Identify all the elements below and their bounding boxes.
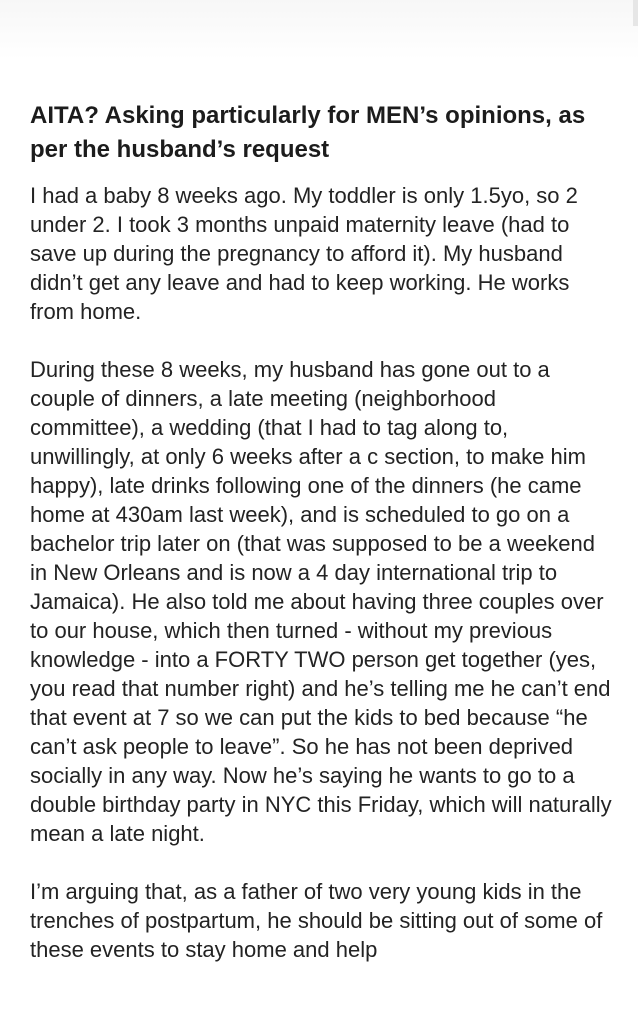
post-paragraph-1: I had a baby 8 weeks ago. My toddler is only 1.5yo, so 2 under 2. I took 3 months unpaid maternity leave (had to save up during the pregnancy to afford it). My husband didn’t get any leave and had to keep working. He works from home.: [30, 183, 578, 324]
post-paragraph-3: I’m arguing that, as a father of two very young kids in the trenches of postpartum, he should be sitting out of some of these events to stay home and help: [30, 879, 603, 962]
paragraph-spacer: [30, 326, 615, 355]
top-edge-divider: [633, 0, 638, 26]
post-title: AITA? Asking particularly for MEN’s opinions, as per the husband’s request: [30, 102, 586, 163]
post-content: [30, 99, 615, 964]
post-paragraph-2: During these 8 weeks, my husband has gone out to a couple of dinners, a late meeting (neighborhood committee), a wedding (that I had to tag along to, unwillingly, at only 6 weeks after a c section, to make him happy), late drinks following one of the dinners (he came home at 430am last week), and is scheduled to go on a bachelor trip later on (that was supposed to be a weekend in New Orleans and is now a 4 day international trip to Jamaica). He also told me about having three couples over to our house, which then turned - without my previous knowledge - into a FORTY TWO person get together (yes, you read that number right) and he’s telling me he can’t end that event at 7 so we can put the kids to bed because “he can’t ask people to leave”. So he has not been deprived socially in any way. Now he’s saying he wants to go to a double birthday party in NYC this Friday, which will naturally mean a late night.: [30, 357, 612, 846]
paragraph-spacer: [30, 848, 615, 877]
top-blank-area: [0, 0, 638, 100]
